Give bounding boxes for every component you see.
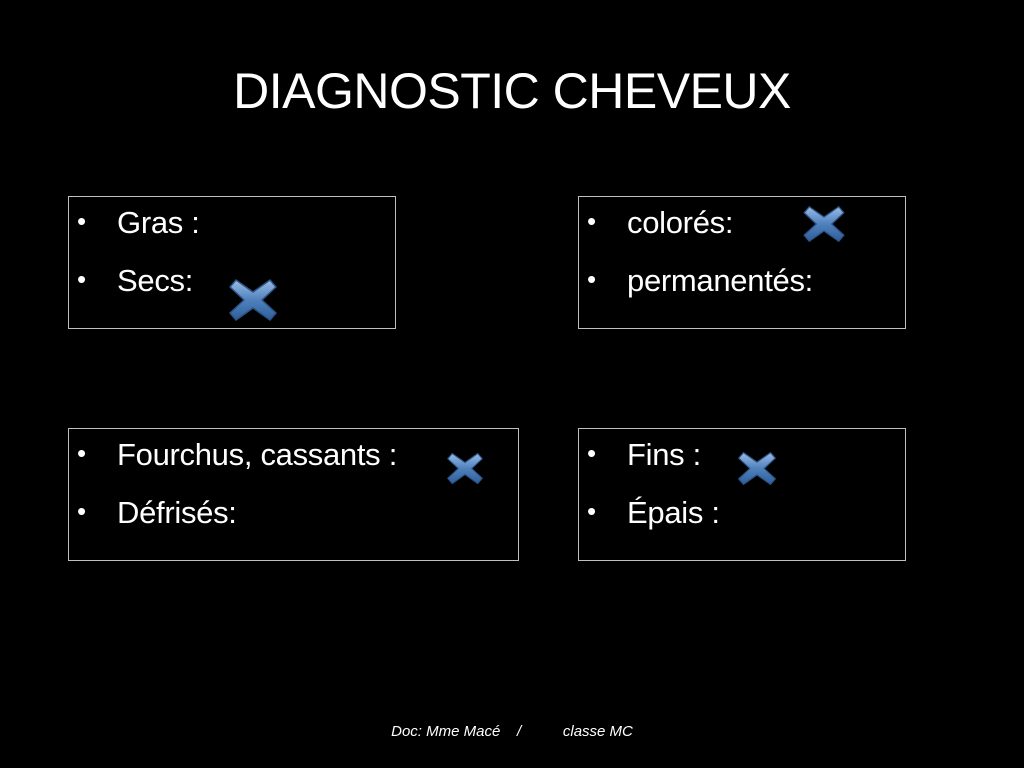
list-item bbox=[587, 205, 733, 241]
x-mark-icon bbox=[802, 205, 846, 243]
list-item-label: Secs: bbox=[117, 263, 194, 298]
list-item-label: Gras : bbox=[117, 205, 200, 240]
slide-footer bbox=[0, 723, 1024, 740]
x-mark-icon bbox=[446, 452, 484, 485]
x-mark-icon bbox=[228, 278, 278, 322]
bullet: • bbox=[77, 206, 86, 236]
bullet: • bbox=[77, 496, 86, 526]
bullet: • bbox=[587, 496, 596, 526]
criteria-box-fourchus-defrises bbox=[68, 428, 519, 561]
bullet: • bbox=[77, 264, 86, 294]
list-item bbox=[587, 263, 813, 299]
slide-title: DIAGNOSTIC CHEVEUX bbox=[233, 63, 791, 119]
list-item-label: Fins : bbox=[627, 437, 701, 472]
footer-class: classe MC bbox=[562, 723, 633, 740]
bullet: • bbox=[587, 264, 596, 294]
footer-separator: / bbox=[517, 723, 522, 740]
bullet: • bbox=[587, 438, 596, 468]
bullet: • bbox=[77, 438, 86, 468]
list-item bbox=[587, 437, 701, 473]
criteria-box-fins-epais bbox=[578, 428, 906, 561]
list-item bbox=[77, 495, 237, 531]
list-item-label: Défrisés: bbox=[117, 495, 237, 530]
criteria-box-colores-permanentes bbox=[578, 196, 906, 329]
list-item-label: Épais : bbox=[627, 495, 720, 530]
list-item-label: Fourchus, cassants : bbox=[117, 437, 398, 472]
list-item-label: permanentés: bbox=[627, 263, 813, 298]
footer-author: Doc: Mme Macé bbox=[391, 723, 501, 740]
list-item bbox=[587, 495, 720, 531]
list-item bbox=[77, 437, 397, 473]
list-item bbox=[77, 263, 193, 299]
list-item bbox=[77, 205, 200, 241]
list-item-label: colorés: bbox=[627, 205, 734, 240]
x-mark-icon bbox=[736, 451, 778, 486]
bullet: • bbox=[587, 206, 596, 236]
